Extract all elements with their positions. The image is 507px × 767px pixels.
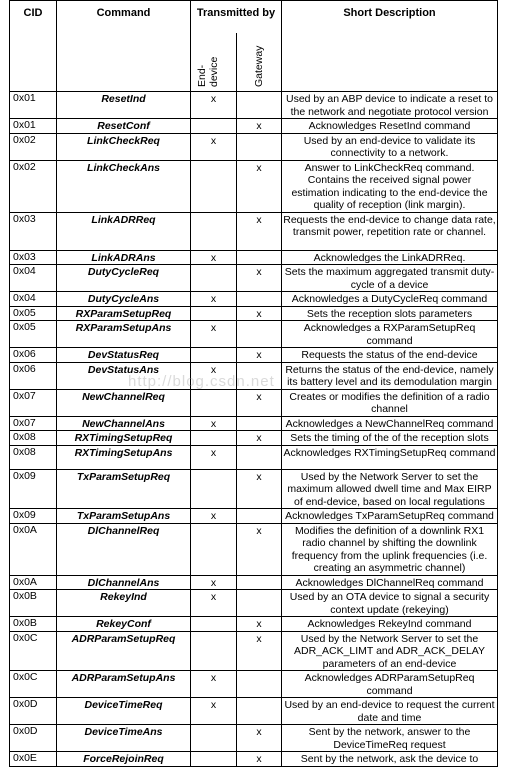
description-cell: Used by an end-device to validate its connectivity to a network. bbox=[282, 133, 498, 160]
cid-cell: 0x04 bbox=[10, 292, 57, 307]
table-row bbox=[10, 631, 498, 671]
table-row bbox=[10, 445, 498, 469]
mac-command-table-container bbox=[9, 0, 498, 767]
table-row bbox=[10, 212, 498, 250]
description-cell: Requests the end-device to change data rate, transmit power, repetition rate or channel. bbox=[282, 212, 498, 250]
cid-cell: 0x08 bbox=[10, 431, 57, 446]
table-row bbox=[10, 469, 498, 509]
cid-cell: 0x02 bbox=[10, 160, 57, 212]
gateway-cell: x bbox=[237, 631, 282, 671]
end-device-cell bbox=[191, 469, 237, 509]
table-row bbox=[10, 348, 498, 363]
table-row bbox=[10, 133, 498, 160]
table-row bbox=[10, 698, 498, 725]
end-device-cell: x bbox=[191, 698, 237, 725]
description-cell: Acknowledges RekeyInd command bbox=[282, 617, 498, 632]
gateway-cell: x bbox=[237, 725, 282, 752]
end-device-cell: x bbox=[191, 509, 237, 524]
command-cell: ADRParamSetupAns bbox=[57, 671, 191, 698]
command-cell: ResetInd bbox=[57, 92, 191, 119]
gateway-cell bbox=[237, 321, 282, 348]
end-device-cell bbox=[191, 212, 237, 250]
end-device-cell bbox=[191, 752, 237, 767]
description-cell: Modifies the definition of a downlink RX1 radio channel by shifting the downlink frequency from the uplink frequencies (i.e. creating an asymmetric channel) bbox=[282, 523, 498, 575]
command-cell: RekeyInd bbox=[57, 590, 191, 617]
end-device-cell: x bbox=[191, 590, 237, 617]
cid-cell: 0x0B bbox=[10, 590, 57, 617]
header-gateway-label: Gateway bbox=[253, 45, 265, 87]
description-cell: Acknowledges DlChannelReq command bbox=[282, 575, 498, 590]
cid-cell: 0x05 bbox=[10, 321, 57, 348]
command-cell: RXTimingSetupAns bbox=[57, 445, 191, 469]
end-device-cell: x bbox=[191, 133, 237, 160]
end-device-cell bbox=[191, 265, 237, 292]
table-row bbox=[10, 292, 498, 307]
end-device-cell: x bbox=[191, 416, 237, 431]
table-row bbox=[10, 725, 498, 752]
table-row bbox=[10, 590, 498, 617]
description-cell: Sets the timing of the of the reception slots bbox=[282, 431, 498, 446]
end-device-cell: x bbox=[191, 92, 237, 119]
end-device-cell: x bbox=[191, 321, 237, 348]
end-device-cell: x bbox=[191, 575, 237, 590]
table-row bbox=[10, 752, 498, 767]
description-cell: Acknowledges ResetInd command bbox=[282, 119, 498, 134]
description-cell: Used by an ABP device to indicate a reset to the network and negotiate protocol version bbox=[282, 92, 498, 119]
description-cell: Sets the maximum aggregated transmit duty-cycle of a device bbox=[282, 265, 498, 292]
header-transmitted-by: Transmitted by bbox=[191, 1, 282, 34]
table-row bbox=[10, 119, 498, 134]
cid-cell: 0x02 bbox=[10, 133, 57, 160]
command-cell: RekeyConf bbox=[57, 617, 191, 632]
gateway-cell bbox=[237, 292, 282, 307]
cid-cell: 0x01 bbox=[10, 119, 57, 134]
end-device-cell bbox=[191, 431, 237, 446]
end-device-cell bbox=[191, 160, 237, 212]
end-device-cell bbox=[191, 725, 237, 752]
table-row bbox=[10, 509, 498, 524]
command-cell: DevStatusAns bbox=[57, 362, 191, 389]
end-device-cell bbox=[191, 389, 237, 416]
command-cell: ForceRejoinReq bbox=[57, 752, 191, 767]
gateway-cell bbox=[237, 445, 282, 469]
command-cell: LinkCheckAns bbox=[57, 160, 191, 212]
end-device-cell: x bbox=[191, 250, 237, 265]
description-cell: Sets the reception slots parameters bbox=[282, 306, 498, 321]
end-device-cell bbox=[191, 119, 237, 134]
description-cell: Acknowledges ADRParamSetupReq command bbox=[282, 671, 498, 698]
end-device-cell bbox=[191, 631, 237, 671]
gateway-cell: x bbox=[237, 160, 282, 212]
gateway-cell bbox=[237, 590, 282, 617]
command-cell: DevStatusReq bbox=[57, 348, 191, 363]
end-device-cell bbox=[191, 306, 237, 321]
cid-cell: 0x09 bbox=[10, 469, 57, 509]
gateway-cell: x bbox=[237, 469, 282, 509]
cid-cell: 0x0D bbox=[10, 698, 57, 725]
description-cell: Used by an OTA device to signal a security context update (rekeying) bbox=[282, 590, 498, 617]
description-cell: Acknowledges the LinkADRReq. bbox=[282, 250, 498, 265]
cid-cell: 0x0D bbox=[10, 725, 57, 752]
gateway-cell bbox=[237, 250, 282, 265]
description-cell: Requests the status of the end-device bbox=[282, 348, 498, 363]
gateway-cell: x bbox=[237, 119, 282, 134]
command-cell: DutyCycleReq bbox=[57, 265, 191, 292]
gateway-cell bbox=[237, 92, 282, 119]
table-row bbox=[10, 265, 498, 292]
table-row bbox=[10, 431, 498, 446]
cid-cell: 0x05 bbox=[10, 306, 57, 321]
command-cell: LinkADRReq bbox=[57, 212, 191, 250]
mac-command-table bbox=[9, 0, 498, 767]
description-cell: Used by the Network Server to set the ADR_ACK_LIMT and ADR_ACK_DELAY parameters of an end-device bbox=[282, 631, 498, 671]
description-cell: Acknowledges a NewChannelReq command bbox=[282, 416, 498, 431]
gateway-cell bbox=[237, 133, 282, 160]
command-cell: ADRParamSetupReq bbox=[57, 631, 191, 671]
cid-cell: 0x0C bbox=[10, 631, 57, 671]
cid-cell: 0x07 bbox=[10, 389, 57, 416]
command-cell: DutyCycleAns bbox=[57, 292, 191, 307]
table-row bbox=[10, 575, 498, 590]
command-cell: DeviceTimeAns bbox=[57, 725, 191, 752]
description-cell: Acknowledges TxParamSetupReq command bbox=[282, 509, 498, 524]
end-device-cell: x bbox=[191, 671, 237, 698]
gateway-cell bbox=[237, 362, 282, 389]
table-row bbox=[10, 523, 498, 575]
gateway-cell: x bbox=[237, 348, 282, 363]
header-end-device-label: End- device bbox=[195, 56, 220, 87]
description-cell: Used by an end-device to request the current date and time bbox=[282, 698, 498, 725]
cid-cell: 0x0B bbox=[10, 617, 57, 632]
gateway-cell: x bbox=[237, 306, 282, 321]
cid-cell: 0x03 bbox=[10, 250, 57, 265]
header-cid: CID bbox=[10, 1, 57, 92]
cid-cell: 0x09 bbox=[10, 509, 57, 524]
header-end-device bbox=[191, 33, 237, 92]
description-cell: Sent by the network, ask the device to bbox=[282, 752, 498, 767]
gateway-cell bbox=[237, 416, 282, 431]
description-cell: Creates or modifies the definition of a radio channel bbox=[282, 389, 498, 416]
gateway-cell: x bbox=[237, 265, 282, 292]
header-command: Command bbox=[57, 1, 191, 92]
command-cell: DlChannelReq bbox=[57, 523, 191, 575]
command-cell: ResetConf bbox=[57, 119, 191, 134]
end-device-cell: x bbox=[191, 292, 237, 307]
header-row-top bbox=[10, 1, 498, 34]
command-cell: RXTimingSetupReq bbox=[57, 431, 191, 446]
gateway-cell bbox=[237, 698, 282, 725]
description-cell: Sent by the network, answer to the DeviceTimeReq request bbox=[282, 725, 498, 752]
cid-cell: 0x0E bbox=[10, 752, 57, 767]
gateway-cell: x bbox=[237, 389, 282, 416]
table-row bbox=[10, 160, 498, 212]
description-cell: Acknowledges a DutyCycleReq command bbox=[282, 292, 498, 307]
description-cell: Answer to LinkCheckReq command. Contains the received signal power estimation indicating to the end-device the quality of reception (link margin). bbox=[282, 160, 498, 212]
gateway-cell bbox=[237, 671, 282, 698]
table-row bbox=[10, 389, 498, 416]
end-device-cell bbox=[191, 348, 237, 363]
description-cell: Returns the status of the end-device, namely its battery level and its demodulation margin bbox=[282, 362, 498, 389]
cid-cell: 0x08 bbox=[10, 445, 57, 469]
gateway-cell: x bbox=[237, 617, 282, 632]
end-device-cell: x bbox=[191, 445, 237, 469]
command-cell: NewChannelReq bbox=[57, 389, 191, 416]
command-cell: RXParamSetupReq bbox=[57, 306, 191, 321]
command-cell: DlChannelAns bbox=[57, 575, 191, 590]
table-row bbox=[10, 92, 498, 119]
watermark: http://blog.csdn.net bbox=[128, 373, 275, 390]
cid-cell: 0x06 bbox=[10, 348, 57, 363]
description-cell: Acknowledges a RXParamSetupReq command bbox=[282, 321, 498, 348]
header-gateway bbox=[237, 33, 282, 92]
command-cell: TxParamSetupAns bbox=[57, 509, 191, 524]
table-row bbox=[10, 416, 498, 431]
cid-cell: 0x04 bbox=[10, 265, 57, 292]
command-cell: NewChannelAns bbox=[57, 416, 191, 431]
cid-cell: 0x01 bbox=[10, 92, 57, 119]
cid-cell: 0x07 bbox=[10, 416, 57, 431]
end-device-cell bbox=[191, 523, 237, 575]
table-row bbox=[10, 321, 498, 348]
table-row bbox=[10, 306, 498, 321]
end-device-cell bbox=[191, 617, 237, 632]
command-cell: LinkCheckReq bbox=[57, 133, 191, 160]
description-cell: Used by the Network Server to set the maximum allowed dwell time and Max EIRP of end-device, based on local regulations bbox=[282, 469, 498, 509]
gateway-cell: x bbox=[237, 431, 282, 446]
cid-cell: 0x06 bbox=[10, 362, 57, 389]
end-device-cell: x bbox=[191, 362, 237, 389]
gateway-cell: x bbox=[237, 212, 282, 250]
cid-cell: 0x0A bbox=[10, 575, 57, 590]
cid-cell: 0x03 bbox=[10, 212, 57, 250]
table-row bbox=[10, 362, 498, 389]
table-body bbox=[10, 92, 498, 767]
table-row bbox=[10, 617, 498, 632]
cid-cell: 0x0C bbox=[10, 671, 57, 698]
table-row bbox=[10, 250, 498, 265]
gateway-cell: x bbox=[237, 523, 282, 575]
gateway-cell bbox=[237, 509, 282, 524]
header-short-description: Short Description bbox=[282, 1, 498, 92]
table-row bbox=[10, 671, 498, 698]
command-cell: RXParamSetupAns bbox=[57, 321, 191, 348]
gateway-cell bbox=[237, 575, 282, 590]
gateway-cell: x bbox=[237, 752, 282, 767]
command-cell: LinkADRAns bbox=[57, 250, 191, 265]
description-cell: Acknowledges RXTimingSetupReq command bbox=[282, 445, 498, 469]
cid-cell: 0x0A bbox=[10, 523, 57, 575]
command-cell: DeviceTimeReq bbox=[57, 698, 191, 725]
command-cell: TxParamSetupReq bbox=[57, 469, 191, 509]
